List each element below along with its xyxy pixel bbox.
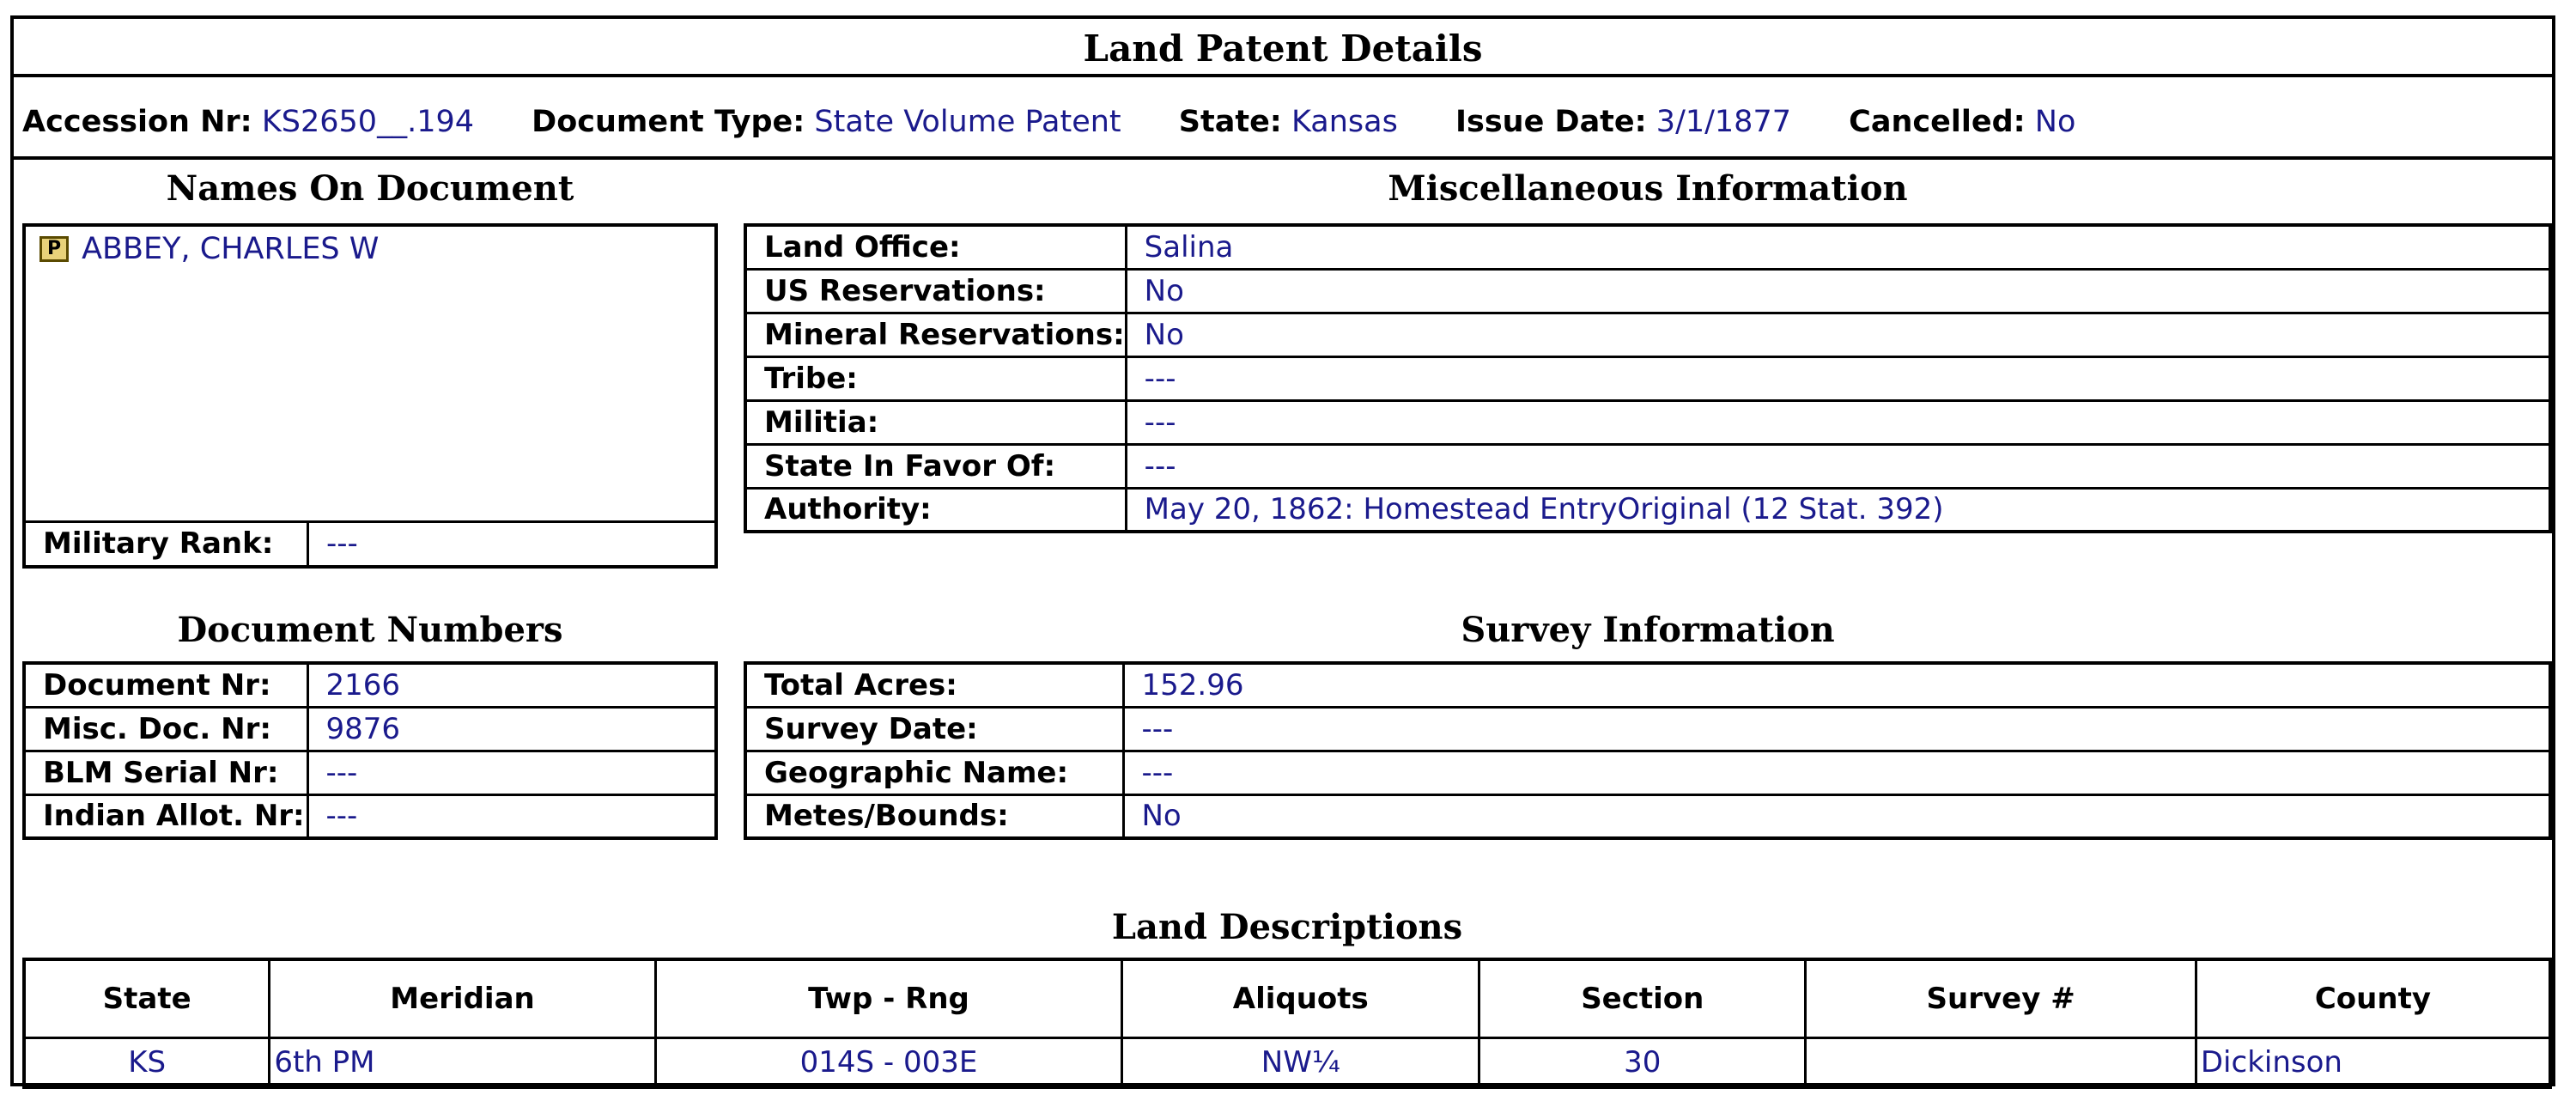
misc-row [745, 225, 2550, 269]
page-title: Land Patent Details [1083, 27, 1483, 70]
docnum-row [24, 794, 716, 838]
survey-value: No [1123, 794, 2550, 838]
column-header: Section [1479, 959, 1806, 1038]
misc-value: No [1126, 269, 2550, 313]
land-descriptions-table [22, 958, 2552, 1089]
survey-row [745, 663, 2550, 707]
column-header: Twp - Rng [655, 959, 1122, 1038]
column-header: State [24, 959, 270, 1038]
military-rank-row [26, 520, 714, 565]
misc-row [745, 488, 2550, 532]
doctype-value: State Volume Patent [814, 105, 1121, 139]
state-label: State: [1178, 105, 1282, 139]
misc-label: State In Favor Of: [745, 444, 1126, 488]
survey-row [745, 794, 2550, 838]
land-patent-panel [10, 15, 2555, 1086]
survey-value: 152.96 [1123, 663, 2550, 707]
docnum-label: BLM Serial Nr: [24, 751, 307, 794]
misc-value: May 20, 1862: Homestead EntryOriginal (12 Stat. 392) [1126, 488, 2550, 532]
survey-heading: Survey Information [1461, 610, 1835, 650]
docnums-heading: Document Numbers [177, 610, 563, 650]
issue-date-label: Issue Date: [1455, 105, 1647, 139]
survey-row [745, 751, 2550, 794]
misc-row [745, 269, 2550, 313]
summary-bar [22, 105, 2123, 139]
survey-row [745, 707, 2550, 751]
misc-row [745, 313, 2550, 356]
docnum-value: 9876 [307, 707, 716, 751]
misc-value: --- [1126, 444, 2550, 488]
cell-aliquots: NW¼ [1122, 1038, 1479, 1088]
docnum-value: --- [307, 794, 716, 838]
military-rank-label: Military Rank: [26, 523, 309, 565]
misc-value: No [1126, 313, 2550, 356]
survey-label: Metes/Bounds: [745, 794, 1123, 838]
misc-value: --- [1126, 400, 2550, 444]
docnum-label: Document Nr: [24, 663, 307, 707]
survey-value: --- [1123, 707, 2550, 751]
column-header: Survey # [1806, 959, 2196, 1038]
misc-label: Authority: [745, 488, 1126, 532]
survey-table [744, 661, 2552, 840]
misc-label: Militia: [745, 400, 1126, 444]
military-rank-value: --- [326, 526, 358, 561]
docnum-row [24, 707, 716, 751]
names-heading: Names On Document [166, 168, 574, 209]
docnum-value: 2166 [307, 663, 716, 707]
cell-state: KS [24, 1038, 270, 1088]
misc-heading: Miscellaneous Information [1388, 168, 1908, 209]
cell-twp-rng[interactable]: 014S - 003E [655, 1038, 1122, 1088]
divider [14, 74, 2552, 77]
cell-section: 30 [1479, 1038, 1806, 1088]
misc-row [745, 356, 2550, 400]
patentee-icon: P [39, 236, 69, 262]
docnums-table [22, 661, 718, 840]
doctype-label: Document Type: [532, 105, 805, 139]
misc-label: US Reservations: [745, 269, 1126, 313]
misc-table [744, 223, 2552, 533]
survey-label: Survey Date: [745, 707, 1123, 751]
table-row [24, 1038, 2550, 1088]
docnum-label: Misc. Doc. Nr: [24, 707, 307, 751]
docnum-row [24, 751, 716, 794]
issue-date-value: 3/1/1877 [1656, 105, 1791, 139]
misc-row [745, 400, 2550, 444]
column-header: Aliquots [1122, 959, 1479, 1038]
cancelled-value: No [2034, 105, 2076, 139]
misc-label: Land Office: [745, 225, 1126, 269]
docnum-label: Indian Allot. Nr: [24, 794, 307, 838]
docnum-row [24, 663, 716, 707]
cell-meridian[interactable]: 6th PM [270, 1038, 655, 1088]
cell-county: Dickinson [2196, 1038, 2550, 1088]
misc-row [745, 444, 2550, 488]
accession-value: KS2650__.194 [261, 105, 474, 139]
survey-label: Total Acres: [745, 663, 1123, 707]
land-heading: Land Descriptions [1111, 907, 1463, 947]
misc-label: Tribe: [745, 356, 1126, 400]
divider [14, 156, 2552, 160]
column-header: County [2196, 959, 2550, 1038]
survey-label: Geographic Name: [745, 751, 1123, 794]
patentee-name-link[interactable]: ABBEY, CHARLES W [82, 232, 380, 266]
docnum-value: --- [307, 751, 716, 794]
misc-label: Mineral Reservations: [745, 313, 1126, 356]
cancelled-label: Cancelled: [1849, 105, 2026, 139]
survey-value: --- [1123, 751, 2550, 794]
misc-value: Salina [1126, 225, 2550, 269]
misc-value: --- [1126, 356, 2550, 400]
column-header: Meridian [270, 959, 655, 1038]
names-box [22, 223, 718, 569]
state-value: Kansas [1291, 105, 1398, 139]
accession-label: Accession Nr: [22, 105, 252, 139]
cell-survey [1806, 1038, 2196, 1088]
